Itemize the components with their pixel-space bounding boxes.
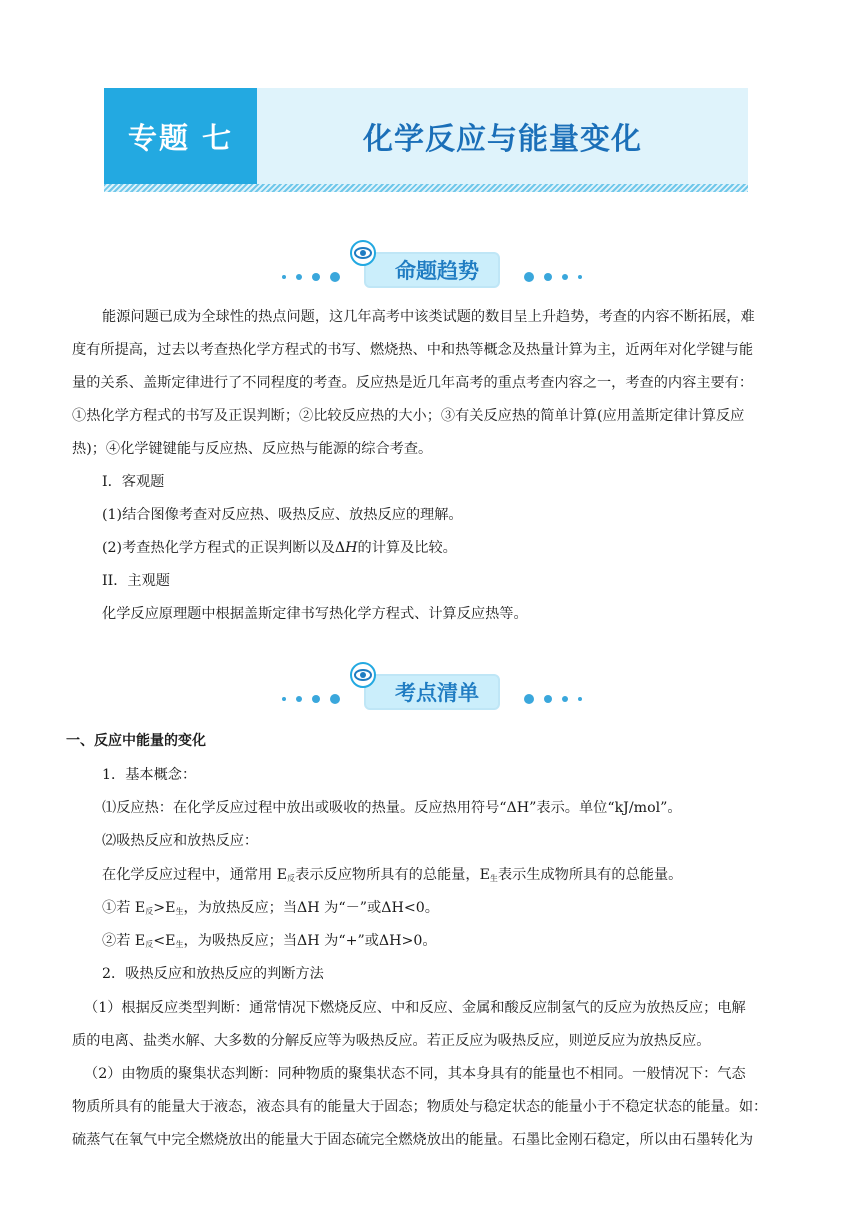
concept-2: ⑵吸热反应和放热反应： xyxy=(102,833,259,849)
paragraph-line: 物质所具有的能量大于液态，液态具有的能量大于固态；物质处与稳定状态的能量小于不稳定状态的能量。如： xyxy=(72,1099,768,1115)
concept-3: 在化学反应过程中，通常用 $E_反$表示反应物所具有的总能量，$E_生$表示生成物所具有的总能量。 xyxy=(102,867,683,883)
points-heading: 一、反应中能量的变化 xyxy=(66,733,206,749)
rule-1: ①若 $E_反>E_生$，为放热反应；当ΔH 为“－”或ΔH<0。 xyxy=(102,900,439,916)
paragraph-line: 能源问题已成为全球性的热点问题，这几年高考中该类试题的数目呈上升趋势，考查的内容不断拓展，难 xyxy=(102,309,755,325)
rule-2: ②若 $E_反<E_生$，为吸热反应；当ΔH 为“+”或ΔH>0。 xyxy=(102,933,437,949)
objective-item-1: (1)结合图像考查对反应热、吸热反应、放热反应的理解。 xyxy=(102,507,463,523)
dots-left xyxy=(282,694,340,704)
objective-item-2: (2)考查热化学方程式的正误判断以及ΔH的计算及比较。 xyxy=(102,540,457,556)
topic-title: 化学反应与能量变化 xyxy=(363,122,642,157)
paragraph-line: （2）由物质的聚集状态判断：同种物质的聚集状态不同，其本身具有的能量也不相同。一般情况下：气态 xyxy=(84,1066,746,1082)
paragraph-line: 硫蒸气在氧气中完全燃烧放出的能量大于固态硫完全燃烧放出的能量。石墨比金刚石稳定，所以由石墨转化为 xyxy=(72,1132,754,1148)
paragraph-line: 量的关系、盖斯定律进行了不同程度的考查。反应热是近几年高考的重点考查内容之一，考查的内容主要有： xyxy=(72,375,754,391)
paragraph-line: 质的电离、盐类水解、大多数的分解反应等为吸热反应。若正反应为吸热反应，则逆反应为放热反应。 xyxy=(72,1033,711,1049)
section-title: 考点清单 xyxy=(364,674,500,710)
section-title: 命题趋势 xyxy=(364,252,500,288)
subjective-heading: II．主观题 xyxy=(102,573,170,589)
eye-icon xyxy=(350,240,376,266)
section-header-points xyxy=(282,664,582,714)
paragraph-line: 度有所提高，过去以考查热化学方程式的书写、燃烧热、中和热等概念及热量计算为主，近两年对化学键与能 xyxy=(72,342,754,358)
topic-number: 专题 七 xyxy=(104,88,257,184)
dots-right xyxy=(524,694,582,704)
dots-left xyxy=(282,272,340,282)
banner-stripe xyxy=(104,184,748,192)
objective-heading: I．客观题 xyxy=(102,474,165,490)
paragraph-line: ①热化学方程式的书写及正误判断；②比较反应热的大小；③有关反应热的简单计算(应用盖斯定律计算反应 xyxy=(72,408,745,424)
section-header-trend xyxy=(282,242,582,292)
judge-heading: 2．吸热反应和放热反应的判断方法 xyxy=(102,966,324,982)
paragraph-line: 热)；④化学键键能与反应热、反应热与能源的综合考查。 xyxy=(72,441,433,457)
subjective-item-1: 化学反应原理题中根据盖斯定律书写热化学方程式、计算反应热等。 xyxy=(102,606,528,622)
basic-concepts: 1．基本概念： xyxy=(102,767,197,783)
concept-1: ⑴反应热：在化学反应过程中放出或吸收的热量。反应热用符号“ΔH”表示。单位“kJ/mol”。 xyxy=(102,800,682,816)
dots-right xyxy=(524,272,582,282)
eye-icon xyxy=(350,662,376,688)
paragraph-line: （1）根据反应类型判断：通常情况下燃烧反应、中和反应、金属和酸反应制氢气的反应为放热反应；电解 xyxy=(84,1000,746,1016)
